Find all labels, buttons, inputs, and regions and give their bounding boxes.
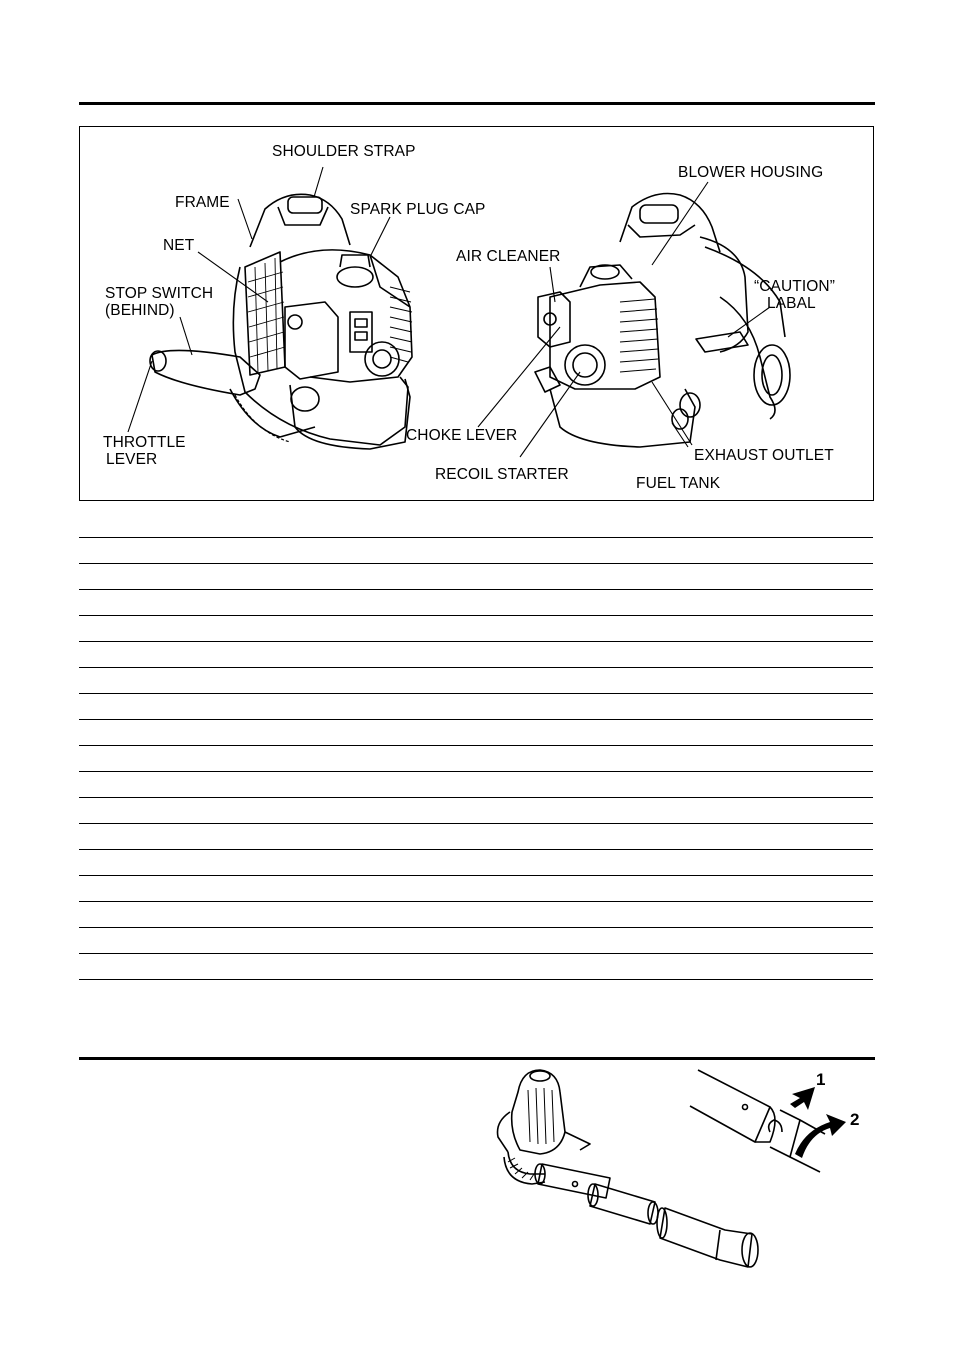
blower-illustration: [80, 127, 875, 502]
assembly-illustration: [470, 1062, 870, 1282]
writing-line: [79, 719, 873, 720]
writing-line: [79, 927, 873, 928]
writing-line: [79, 693, 873, 694]
step-2-label: 2: [850, 1110, 860, 1129]
writing-line: [79, 849, 873, 850]
writing-line: [79, 589, 873, 590]
step-1-label: 1: [816, 1070, 826, 1089]
label-choke-lever: CHOKE LEVER: [406, 427, 518, 444]
label-stop-switch-line1: STOP SWITCH: [105, 285, 214, 302]
section-rule: [79, 1057, 875, 1060]
writing-line: [79, 563, 873, 564]
writing-line: [79, 823, 873, 824]
writing-line: [79, 667, 873, 668]
top-rule: [79, 102, 875, 105]
label-air-cleaner: AIR CLEANER: [456, 248, 561, 265]
parts-diagram: [79, 126, 874, 501]
writing-line: [79, 979, 873, 980]
writing-line: [79, 615, 873, 616]
nozzle-assembly-diagram: [470, 1062, 870, 1282]
label-blower-housing: BLOWER HOUSING: [678, 164, 824, 181]
label-spark-plug-cap: SPARK PLUG CAP: [350, 201, 486, 218]
blank-writing-lines: [79, 537, 873, 1005]
label-net: NET: [163, 237, 195, 254]
writing-line: [79, 953, 873, 954]
writing-line: [79, 797, 873, 798]
label-caution-line2: LABAL: [767, 295, 816, 312]
writing-line: [79, 771, 873, 772]
label-fuel-tank: FUEL TANK: [636, 475, 721, 492]
label-stop-switch-line2: (BEHIND): [105, 302, 175, 319]
writing-line: [79, 875, 873, 876]
label-caution-line1: “CAUTION”: [754, 278, 835, 295]
writing-line: [79, 901, 873, 902]
writing-line: [79, 537, 873, 538]
writing-line: [79, 641, 873, 642]
label-throttle-line2: LEVER: [106, 451, 158, 468]
label-frame: FRAME: [175, 194, 230, 211]
label-throttle-line1: THROTTLE: [103, 434, 186, 451]
writing-line: [79, 745, 873, 746]
label-recoil-starter: RECOIL STARTER: [435, 466, 569, 483]
label-exhaust-outlet: EXHAUST OUTLET: [694, 447, 834, 464]
label-shoulder-strap: SHOULDER STRAP: [272, 143, 416, 160]
